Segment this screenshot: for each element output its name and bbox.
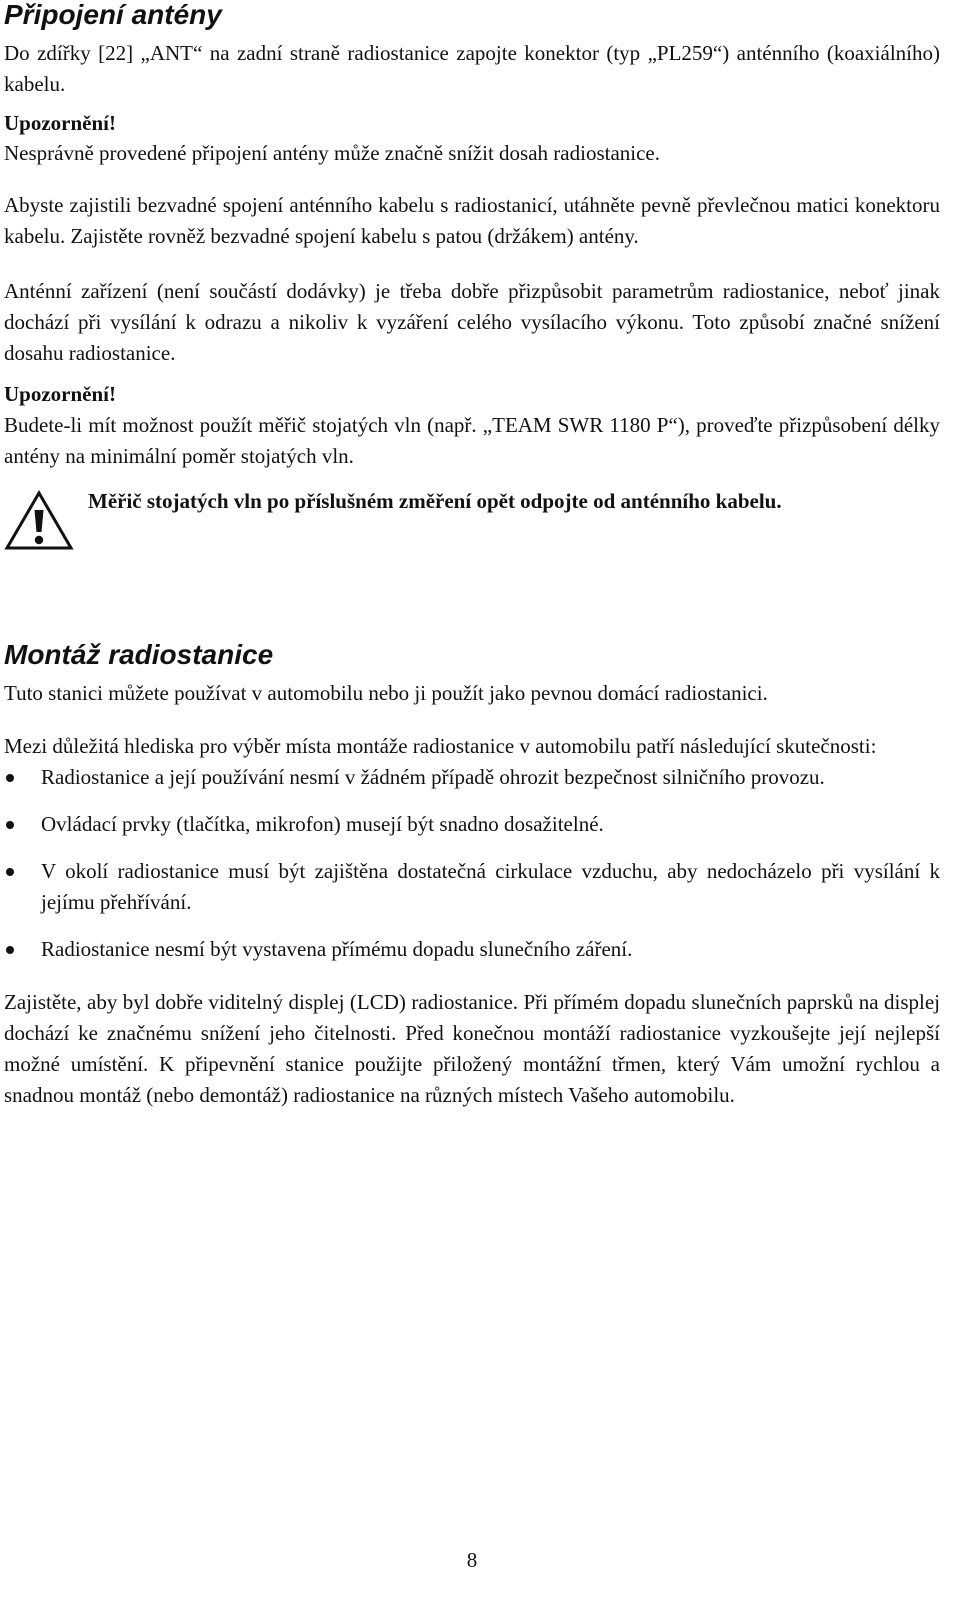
caution-block — [4, 486, 940, 552]
mounting-criteria-list — [4, 762, 940, 965]
list-item — [4, 934, 940, 965]
page-number: 8 — [466, 1548, 478, 1572]
list-item-text: V okolí radiostanice musí být zajištěna dostatečná cirkulace vzduchu, aby nedocházelo při vysílání k jejímu přehřívání. — [41, 859, 940, 914]
section-heading-mounting: Montáž radiostanice — [4, 639, 274, 670]
bullet-icon — [6, 774, 14, 782]
paragraph-antenna-matching: Anténní zařízení (není součástí dodávky) je třeba dobře přizpůsobit parametrům radiostanice, neboť jinak dochází při vysílání k odrazu a nikoliv k vyzáření celého vysílacího výkonu. Toto způsobí značné snížení dosahu radiostanice. — [4, 279, 940, 365]
paragraph-usage: Tuto stanici můžete používat v automobilu nebo ji použít jako pevnou domácí radiostanici. — [4, 681, 768, 705]
warning-label-2: Upozornění! — [4, 382, 116, 406]
list-item-text: Radiostanice nesmí být vystavena přímému dopadu slunečního záření. — [41, 937, 633, 961]
caution-text: Měřič stojatých vln po příslušném změření opět odpojte od anténního kabelu. — [88, 489, 782, 513]
list-item-text: Radiostanice a její používání nesmí v žádném případě ohrozit bezpečnost silničního provozu. — [41, 765, 825, 789]
list-item — [4, 762, 940, 793]
warning-triangle-icon — [4, 490, 74, 552]
list-item — [4, 856, 940, 918]
document-page — [4, 0, 940, 1600]
warning-text-2: Budete-li mít možnost použít měřič stojatých vln (např. „TEAM SWR 1180 P“), proveďte přizpůsobení délky antény na minimální poměr stojatých vln. — [4, 413, 940, 468]
paragraph-cable-connection: Abyste zajistili bezvadné spojení anténního kabelu s radiostanicí, utáhněte pevně převlečnou matici konektoru kabelu. Zajistěte rovněž bezvadné spojení kabelu s patou (držákem) antény. — [4, 193, 940, 248]
section-heading-antenna: Připojení antény — [4, 0, 222, 30]
paragraph-antenna-connection: Do zdířky [22] „ANT“ na zadní straně radiostanice zapojte konektor (typ „PL259“) anténního (koaxiálního) kabelu. — [4, 41, 940, 96]
paragraph-mounting-criteria: Mezi důležitá hlediska pro výběr místa montáže radiostanice v automobilu patří následující skutečnosti: — [4, 734, 877, 758]
paragraph-display-visibility: Zajistěte, aby byl dobře viditelný displej (LCD) radiostanice. Při přímém dopadu slunečních paprsků na displej dochází ke značnému snížení jeho čitelnosti. Před konečnou montáží radiostanice vyzkoušejte její nejlepší možné umístění. K připevnění stanice použijte přiložený montážní třmen, který Vám umožní rychlou a snadnou montáž (nebo demontáž) radiostanice na různých místech Vašeho automobilu. — [4, 990, 940, 1107]
bullet-icon — [6, 868, 14, 876]
warning-text-1: Nesprávně provedené připojení antény může značně snížit dosah radiostanice. — [4, 141, 660, 165]
bullet-icon — [6, 946, 14, 954]
list-item-text: Ovládací prvky (tlačítka, mikrofon) musejí být snadno dosažitelné. — [41, 812, 604, 836]
bullet-icon — [6, 821, 14, 829]
list-item — [4, 809, 940, 840]
warning-label-1: Upozornění! — [4, 111, 116, 135]
